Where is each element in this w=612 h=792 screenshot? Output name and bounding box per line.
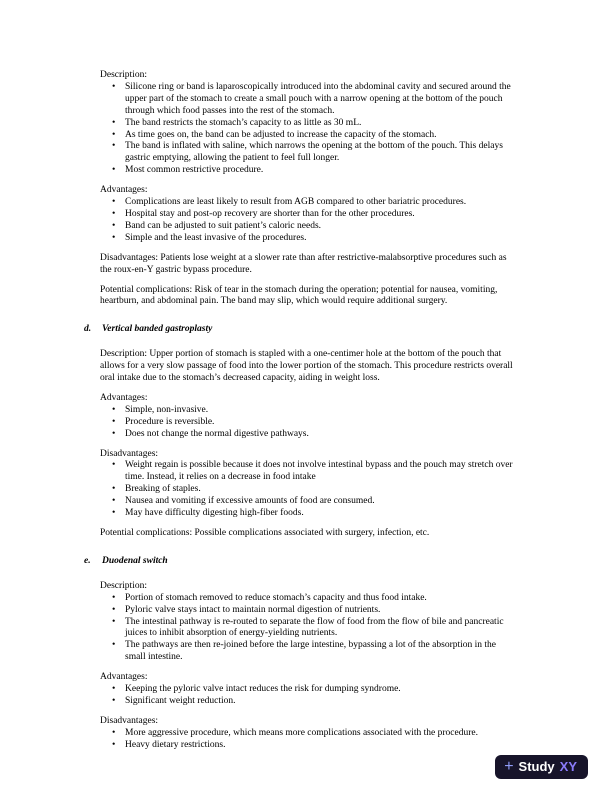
section-title: Vertical banded gastroplasty xyxy=(102,324,213,335)
list-item-text: May have difficulty digesting high-fiber foods. xyxy=(125,508,304,519)
bullet-list xyxy=(100,82,514,177)
list-item xyxy=(100,484,514,496)
paragraph: Disadvantages: Patients lose weight at a slower rate than after restrictive-malabsorptive procedures such as the roux-en-Y gastric bypass procedure. xyxy=(100,252,507,275)
bullet-icon: • xyxy=(112,141,116,152)
list-item xyxy=(100,197,514,209)
list-item-text: Pyloric valve stays intact to maintain normal digestion of nutrients. xyxy=(125,604,381,615)
brand-name-study: Study xyxy=(518,759,555,774)
bullet-icon: • xyxy=(112,496,116,507)
document-body xyxy=(84,70,514,752)
bullet-icon: • xyxy=(112,604,116,615)
bullet-list xyxy=(100,728,514,752)
bullet-icon: • xyxy=(112,428,116,439)
list-item-text: Procedure is reversible. xyxy=(125,416,215,427)
list-item-text: Heavy dietary restrictions. xyxy=(125,739,226,750)
list-item xyxy=(100,684,514,696)
list-item xyxy=(100,593,514,605)
bullet-list xyxy=(100,460,514,520)
bullet-icon: • xyxy=(112,208,116,219)
bullet-icon: • xyxy=(112,460,116,471)
list-label: Description: xyxy=(100,580,147,591)
list-item-text: Band can be adjusted to suit patient’s caloric needs. xyxy=(125,220,322,231)
paragraph: Potential complications: Risk of tear in the stomach during the operation; potential for nausea, vomiting, heartburn, and abdominal pain. The band may slip, which would require additional surgery. xyxy=(100,284,498,307)
bullet-icon: • xyxy=(112,416,116,427)
brand-name-xy: XY xyxy=(559,759,577,774)
list-item xyxy=(100,405,514,417)
list-item xyxy=(100,740,514,752)
list-item xyxy=(100,728,514,740)
studyxy-logo xyxy=(495,755,588,779)
list-item-text: The pathways are then re-joined before the large intestine, bypassing a lot of the absorption in the small intestine. xyxy=(125,640,497,663)
list-item-text: Silicone ring or band is laparoscopically introduced into the abdominal cavity and secured around the upper part of the stomach to create a small pouch with a narrow opening at the bottom of the pouch through which food passes into the rest of the stomach. xyxy=(125,81,511,116)
list-item-text: Keeping the pyloric valve intact reduces the risk for dumping syndrome. xyxy=(125,684,401,695)
bullet-icon: • xyxy=(112,81,116,92)
bullet-list xyxy=(100,684,514,708)
labeled-list xyxy=(100,393,514,441)
list-item xyxy=(100,221,514,233)
list-item xyxy=(100,460,514,484)
labeled-list xyxy=(100,716,514,752)
paragraph: Description: Upper portion of stomach is stapled with a one-centimer hole at the bottom of the pouch that allows for a very slow passage of food into the lower portion of the stomach. This procedure restricts overall oral intake due to the stomach’s decreased capacity, aiding in weight loss. xyxy=(100,349,513,384)
list-item xyxy=(100,696,514,708)
list-label: Advantages: xyxy=(100,392,148,403)
labeled-list xyxy=(100,449,514,520)
list-item xyxy=(100,508,514,520)
bullet-icon: • xyxy=(112,117,116,128)
list-item-text: The band is inflated with saline, which narrows the opening at the bottom of the pouch. This delays gastric emptying, allowing the patient to feel full longer. xyxy=(125,141,503,164)
bullet-icon: • xyxy=(112,592,116,603)
list-item xyxy=(100,617,514,641)
plus-icon: + xyxy=(504,758,514,775)
list-item-text: Most common restrictive procedure. xyxy=(125,165,264,176)
list-label: Advantages: xyxy=(100,185,148,196)
list-item xyxy=(100,209,514,221)
list-item xyxy=(100,429,514,441)
list-item-text: Portion of stomach removed to reduce stomach’s capacity and thus food intake. xyxy=(125,592,427,603)
list-item-text: Simple, non-invasive. xyxy=(125,404,209,415)
bullet-icon: • xyxy=(112,640,116,651)
bullet-icon: • xyxy=(112,616,116,627)
list-item-text: Weight regain is possible because it does not involve intestinal bypass and the pouch may stretch over time. Instead, it relies on a decrease in food intake xyxy=(125,460,513,483)
bullet-icon: • xyxy=(112,684,116,695)
bullet-icon: • xyxy=(112,739,116,750)
list-item xyxy=(100,417,514,429)
list-item-text: Nausea and vomiting if excessive amounts of food are consumed. xyxy=(125,496,375,507)
paragraph: Potential complications: Possible complications associated with surgery, infection, etc. xyxy=(100,528,430,538)
labeled-list xyxy=(100,672,514,708)
list-label: Description: xyxy=(100,70,147,80)
list-item-text: Does not change the normal digestive pathways. xyxy=(125,428,309,439)
labeled-list xyxy=(100,70,514,177)
list-item xyxy=(100,605,514,617)
list-item xyxy=(100,496,514,508)
bullet-list xyxy=(100,197,514,245)
bullet-icon: • xyxy=(112,404,116,415)
section-letter: d. xyxy=(84,324,92,335)
list-item xyxy=(100,118,514,130)
list-item xyxy=(100,141,514,165)
bullet-icon: • xyxy=(112,165,116,176)
list-item-text: The band restricts the stomach’s capacity to as little as 30 mL. xyxy=(125,117,362,128)
list-item xyxy=(100,233,514,245)
list-item-text: Complications are least likely to result from AGB compared to other bariatric procedures. xyxy=(125,197,467,208)
list-item-text: The intestinal pathway is re-routed to separate the flow of food from the flow of bile and pancreatic juices to inhibit absorption of energy-yielding nutrients. xyxy=(125,616,504,639)
list-label: Disadvantages: xyxy=(100,448,159,459)
list-item xyxy=(100,165,514,177)
bullet-icon: • xyxy=(112,232,116,243)
bullet-icon: • xyxy=(112,220,116,231)
list-item-text: Significant weight reduction. xyxy=(125,695,236,706)
list-item xyxy=(100,82,514,118)
list-label: Disadvantages: xyxy=(100,715,159,726)
section-heading xyxy=(84,324,514,336)
labeled-list xyxy=(100,185,514,245)
bullet-icon: • xyxy=(112,727,116,738)
bullet-icon: • xyxy=(112,508,116,519)
list-item-text: Simple and the least invasive of the procedures. xyxy=(125,232,307,243)
list-item xyxy=(100,640,514,664)
list-item-text: As time goes on, the band can be adjusted to increase the capacity of the stomach. xyxy=(125,129,437,140)
section-heading xyxy=(84,556,514,568)
bullet-icon: • xyxy=(112,197,116,208)
list-item xyxy=(100,130,514,142)
bullet-icon: • xyxy=(112,129,116,140)
section-letter: e. xyxy=(84,555,91,566)
list-item-text: Hospital stay and post-op recovery are shorter than for the other procedures. xyxy=(125,208,415,219)
bullet-list xyxy=(100,405,514,441)
bullet-icon: • xyxy=(112,484,116,495)
labeled-list xyxy=(100,581,514,664)
list-item-text: More aggressive procedure, which means more complications associated with the procedure. xyxy=(125,727,478,738)
section-title: Duodenal switch xyxy=(102,555,168,566)
list-label: Advantages: xyxy=(100,672,148,683)
bullet-list xyxy=(100,593,514,664)
list-item-text: Breaking of staples. xyxy=(125,484,201,495)
bullet-icon: • xyxy=(112,695,116,706)
